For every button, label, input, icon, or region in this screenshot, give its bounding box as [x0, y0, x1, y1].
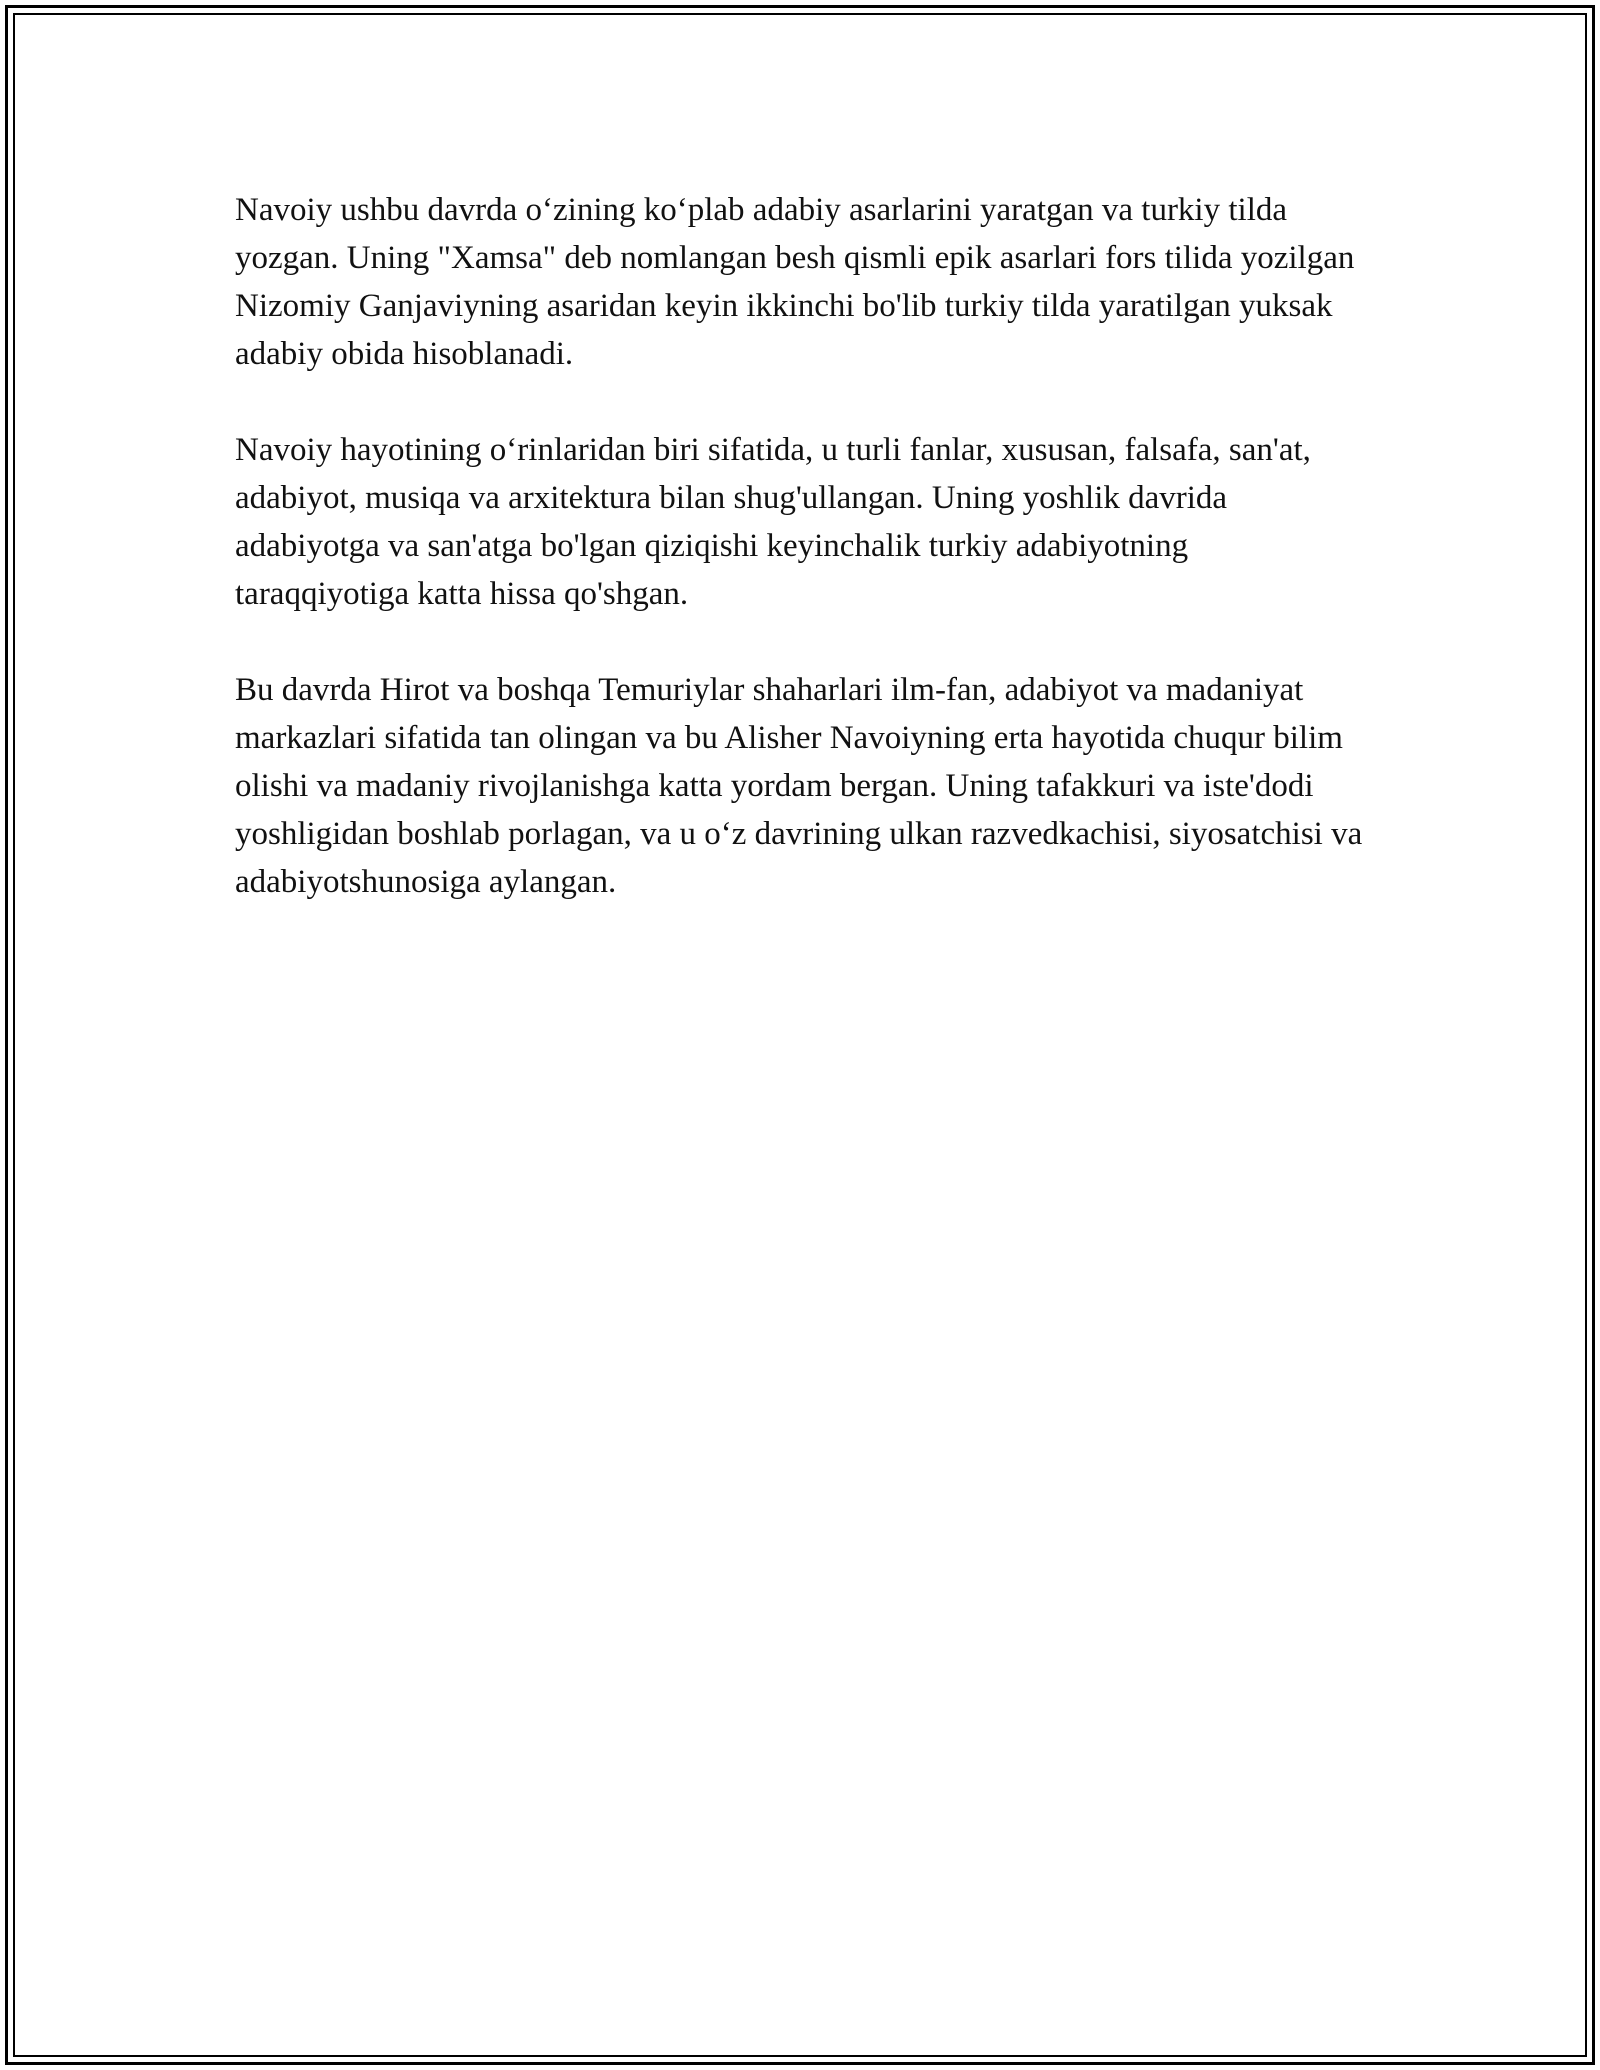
paragraph-1: Navoiy ushbu davrda o‘zining ko‘plab adabiy asarlarini yaratgan va turkiy tilda yozgan. Uning "Xamsa" deb nomlangan besh qismli epik asarlari fors tilida yozilgan Nizomiy Ganjaviyning asaridan keyin ikkinchi bo'lib turkiy tilda yaratilgan yuksak adabiy obida hisoblanadi. [235, 192, 1355, 372]
paragraph-3: Bu davrda Hirot va boshqa Temuriylar shaharlari ilm-fan, adabiyot va madaniyat markazlari sifatida tan olingan va bu Alisher Navoiyning erta hayotida chuqur bilim olishi va madaniy rivojlanishga katta yordam bergan. Uning tafakkuri va iste'dodi yoshligidan boshlab porlagan, va u o‘z davrining ulkan razvedkachisi, siyosatchisi va adabiyotshunosiga aylangan. [235, 672, 1363, 900]
document-body [235, 186, 1365, 954]
paragraph-2: Navoiy hayotining o‘rinlaridan biri sifatida, u turli fanlar, xususan, falsafa, san'at, adabiyot, musiqa va arxitektura bilan shug'ullangan. Uning yoshlik davrida adabiyotga va san'atga bo'lgan qiziqishi keyinchalik turkiy adabiyotning taraqqiyotiga katta hissa qo'shgan. [235, 432, 1311, 612]
